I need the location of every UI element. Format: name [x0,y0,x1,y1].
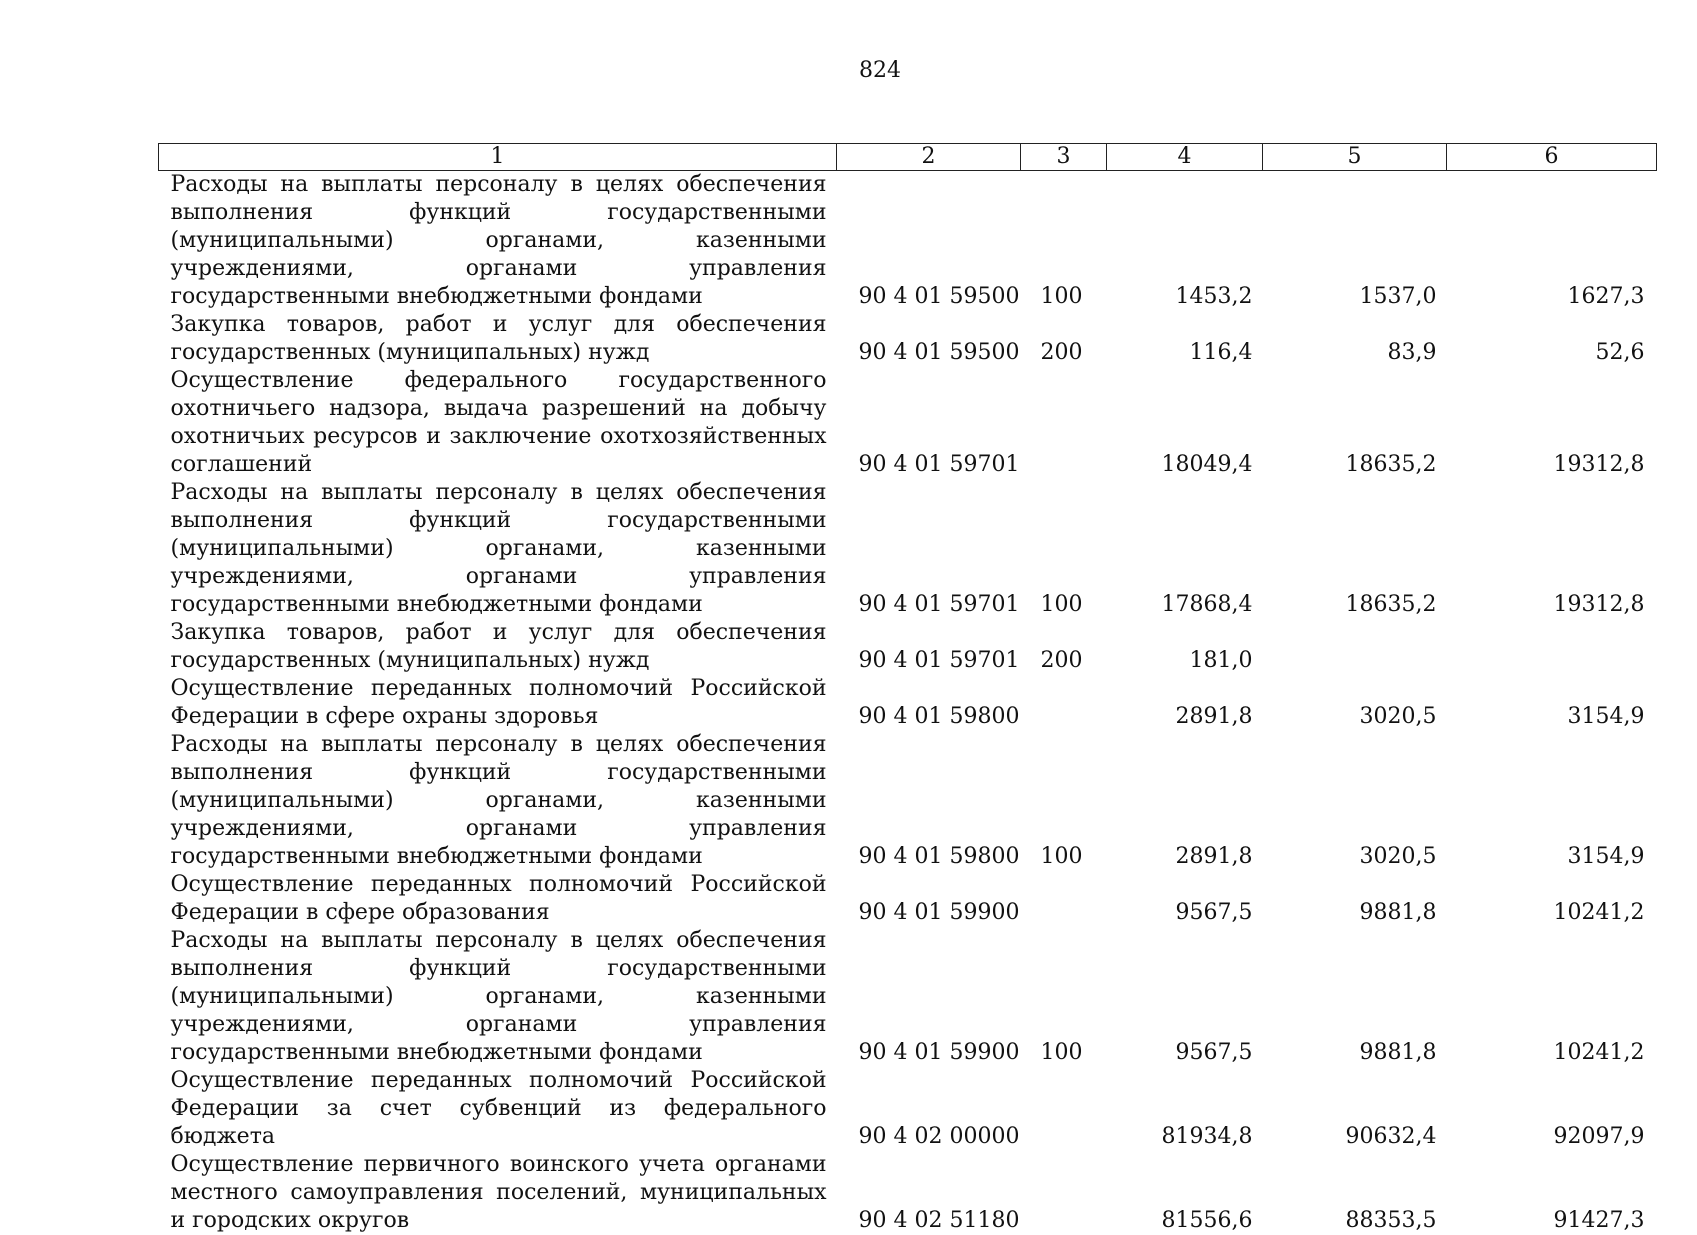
row-amount-col-4: 81934,8 [1107,1067,1263,1151]
header-col-2: 2 [837,144,1021,171]
table-row [159,171,1657,312]
row-amount-col-5: 3020,5 [1263,675,1447,731]
row-description: Закупка товаров, работ и услуг для обеспечения государственных (муниципальных) нужд [159,311,837,367]
row-expense-type: 200 [1021,311,1107,367]
budget-table [158,143,1657,1235]
row-amount-col-5: 18635,2 [1263,367,1447,479]
row-amount-col-5: 9881,8 [1263,927,1447,1067]
row-target-code: 90 4 01 59500 [837,311,1021,367]
row-amount-col-6: 91427,3 [1447,1151,1657,1235]
row-amount-col-6: 1627,3 [1447,171,1657,312]
row-amount-col-5: 90632,4 [1263,1067,1447,1151]
row-target-code: 90 4 02 00000 [837,1067,1021,1151]
header-col-1: 1 [159,144,837,171]
row-target-code: 90 4 01 59701 [837,619,1021,675]
row-amount-col-5: 3020,5 [1263,731,1447,871]
row-target-code: 90 4 02 51180 [837,1151,1021,1235]
table-row [159,479,1657,619]
row-amount-col-4: 2891,8 [1107,675,1263,731]
row-target-code: 90 4 01 59800 [837,731,1021,871]
row-amount-col-5 [1263,619,1447,675]
row-amount-col-6: 19312,8 [1447,367,1657,479]
row-expense-type: 100 [1021,927,1107,1067]
row-expense-type [1021,871,1107,927]
table-row [159,311,1657,367]
row-amount-col-5: 18635,2 [1263,479,1447,619]
row-expense-type: 100 [1021,171,1107,312]
row-description: Расходы на выплаты персоналу в целях обеспечения выполнения функций государственными (муниципальными) органами, казенными учреждениями, органами управления государственными внебюджетными фондами [159,927,837,1067]
row-amount-col-5: 9881,8 [1263,871,1447,927]
row-description: Осуществление первичного воинского учета органами местного самоуправления поселений, муниципальных и городских округов [159,1151,837,1235]
table-row [159,871,1657,927]
row-target-code: 90 4 01 59701 [837,367,1021,479]
row-target-code: 90 4 01 59900 [837,927,1021,1067]
header-col-3: 3 [1021,144,1107,171]
row-amount-col-6: 19312,8 [1447,479,1657,619]
table-row [159,731,1657,871]
row-amount-col-4: 18049,4 [1107,367,1263,479]
row-description: Расходы на выплаты персоналу в целях обеспечения выполнения функций государственными (муниципальными) органами, казенными учреждениями, органами управления государственными внебюджетными фондами [159,479,837,619]
row-amount-col-6: 3154,9 [1447,731,1657,871]
header-col-5: 5 [1263,144,1447,171]
row-amount-col-4: 9567,5 [1107,871,1263,927]
row-amount-col-6: 52,6 [1447,311,1657,367]
row-target-code: 90 4 01 59800 [837,675,1021,731]
row-amount-col-4: 17868,4 [1107,479,1263,619]
row-amount-col-4: 181,0 [1107,619,1263,675]
table-row [159,927,1657,1067]
row-amount-col-4: 1453,2 [1107,171,1263,312]
row-description: Осуществление переданных полномочий Российской Федерации в сфере охраны здоровья [159,675,837,731]
row-amount-col-4: 9567,5 [1107,927,1263,1067]
table-header [159,144,1657,171]
row-expense-type [1021,1067,1107,1151]
header-row [159,144,1657,171]
row-amount-col-4: 81556,6 [1107,1151,1263,1235]
row-amount-col-6: 3154,9 [1447,675,1657,731]
row-description: Осуществление переданных полномочий Российской Федерации за счет субвенций из федерального бюджета [159,1067,837,1151]
header-col-4: 4 [1107,144,1263,171]
row-target-code: 90 4 01 59500 [837,171,1021,312]
row-description: Закупка товаров, работ и услуг для обеспечения государственных (муниципальных) нужд [159,619,837,675]
row-description: Расходы на выплаты персоналу в целях обеспечения выполнения функций государственными (муниципальными) органами, казенными учреждениями, органами управления государственными внебюджетными фондами [159,171,837,312]
row-amount-col-6 [1447,619,1657,675]
table-body [159,171,1657,1235]
row-amount-col-5: 88353,5 [1263,1151,1447,1235]
row-expense-type [1021,367,1107,479]
table-row [159,1151,1657,1235]
row-amount-col-5: 83,9 [1263,311,1447,367]
row-expense-type: 200 [1021,619,1107,675]
row-amount-col-5: 1537,0 [1263,171,1447,312]
table-row [159,367,1657,479]
table-row [159,1067,1657,1151]
row-expense-type [1021,675,1107,731]
row-expense-type: 100 [1021,479,1107,619]
page-number: 824 [0,58,1697,83]
row-expense-type [1021,1151,1107,1235]
row-amount-col-6: 10241,2 [1447,871,1657,927]
row-amount-col-6: 10241,2 [1447,927,1657,1067]
table-row [159,619,1657,675]
row-amount-col-6: 92097,9 [1447,1067,1657,1151]
row-target-code: 90 4 01 59900 [837,871,1021,927]
row-expense-type: 100 [1021,731,1107,871]
row-target-code: 90 4 01 59701 [837,479,1021,619]
row-description: Осуществление переданных полномочий Российской Федерации в сфере образования [159,871,837,927]
row-amount-col-4: 2891,8 [1107,731,1263,871]
table-row [159,675,1657,731]
row-description: Расходы на выплаты персоналу в целях обеспечения выполнения функций государственными (муниципальными) органами, казенными учреждениями, органами управления государственными внебюджетными фондами [159,731,837,871]
row-description: Осуществление федерального государственного охотничьего надзора, выдача разрешений на добычу охотничьих ресурсов и заключение охотхозяйственных соглашений [159,367,837,479]
header-col-6: 6 [1447,144,1657,171]
row-amount-col-4: 116,4 [1107,311,1263,367]
